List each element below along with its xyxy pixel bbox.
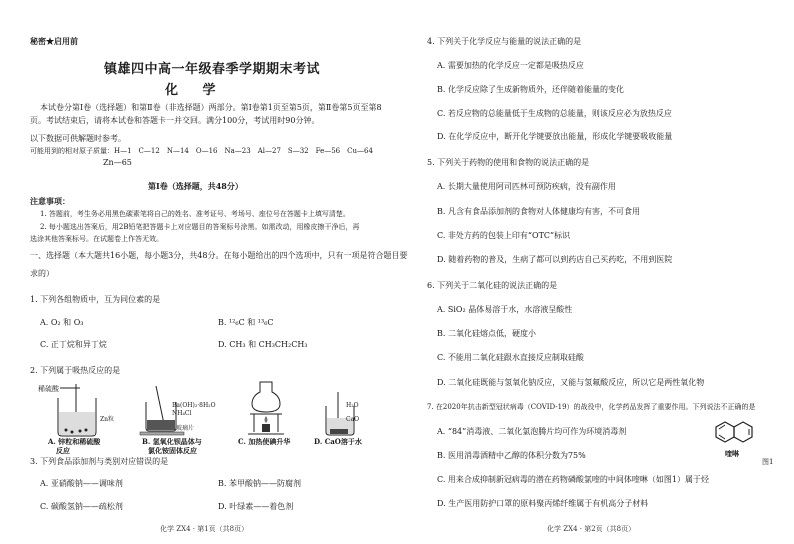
q2-fig-d-label-1: H₂O	[346, 402, 359, 409]
q3-option-a: A. 亚硝酸钠——调味剂	[40, 479, 123, 488]
q5-option-d: D. 随着药物的普及，生病了都可以到药店自己买药吃，不用到医院	[437, 255, 673, 264]
q1-stem: 1. 下列各组物质中，互为同位素的是	[30, 295, 161, 304]
q7-figure-label: 喹啉	[725, 449, 739, 458]
q3-option-c: C. 碳酸氢钠——疏松剂	[40, 502, 123, 511]
page-right	[397, 0, 794, 544]
q4-option-d: D. 在化学反应中，断开化学键要放出能量，形成化学键要吸收能量	[437, 132, 673, 141]
iodine-sublimation-icon	[246, 380, 286, 438]
q2-stem: 2. 下列属于吸热反应的是	[30, 366, 121, 375]
notice-2b: 选涂其他答案标号。在试题卷上作答无效。	[30, 235, 163, 243]
q1-option-c: C. 正丁烷和异丁烷	[40, 340, 107, 349]
q2-fig-b-label-2: NH₄Cl	[172, 410, 192, 417]
q2-fig-a-caption-1: A. 锌粒和稀硫酸	[48, 437, 101, 446]
q7-option-b: B. 医用消毒酒精中乙醇的体积分数为75%	[437, 451, 586, 460]
q4-stem: 4. 下列关于化学反应与能量的说法正确的是	[427, 37, 582, 46]
footer-right: 化学 ZX4 · 第2页（共8页）	[547, 525, 636, 533]
intro-line-1: 本试卷分第Ⅰ卷（选择题）和第Ⅱ卷（非选择题）两部分。第Ⅰ卷第1页至第5页，第Ⅱ卷第5页至第8	[40, 103, 382, 112]
q7-option-c: C. 用来合成抑制新冠病毒的潜在药物磷酸氯喹的中间体喹啉（如图1）属于烃	[437, 475, 710, 484]
q2-fig-b-caption-2: 氯化铵固体反应	[148, 446, 197, 455]
q2-fig-a-label-zn: Zn粒	[100, 416, 115, 423]
section-heading-a: 一、选择题（本大题共16小题，每小题3分，共48分。在每小题给出的四个选项中，只有一项是符合题目要	[30, 251, 408, 260]
q2-fig-b-label-3: 玻璃片	[176, 425, 195, 432]
q5-option-a: A. 长期大量使用阿司匹林可预防疾病，没有副作用	[437, 182, 616, 191]
notice-1: 1. 答题前，考生务必用黑色碳素笔将自己的姓名、准考证号、考场号、座位号在答题卡上填写清楚。	[40, 210, 350, 218]
notice-2a: 2. 每小题选出答案后，用2B铅笔把答题卡上对应题目的答案标号涂黑。如需改动，用橡皮擦干净后，再	[40, 223, 360, 231]
q2-fig-a-label-acid: 稀硫酸	[38, 385, 59, 393]
quinoline-structure-icon	[715, 420, 755, 446]
q7-stem: 7. 在2020年抗击新型冠状病毒（COVID-19）的战役中，化学药品发挥了重要作用。下列说法不正确的是	[427, 403, 756, 411]
q2-fig-d-caption: D. CaO溶于水	[314, 437, 362, 446]
q1-option-d: D. CH₃ 和 CH₃CH₂CH₃	[218, 340, 308, 349]
exam-title: 镇雄四中高一年级春季学期期末考试	[104, 62, 321, 77]
q3-option-d: D. 叶绿素——着色剂	[218, 502, 294, 511]
notice-title: 注意事项：	[30, 196, 70, 206]
q6-option-b: B. 二氧化硅熔点低，硬度小	[437, 329, 536, 338]
footer-left: 化学 ZX4 · 第1页（共8页）	[160, 525, 249, 533]
q2-fig-b-label-1: Ba(OH)₂·8H₂O	[172, 402, 216, 409]
q6-option-c: C. 不能用二氧化硅跟水直接反应制取硅酸	[437, 353, 584, 362]
q5-option-b: B. 凡含有食品添加剂的食物对人体健康均有害，不可食用	[437, 207, 640, 216]
atomic-mass-line-1: 可能用到的相对原子质量：H—1 C—12 N—14 O—16 Na—23 Al—27 S—32 Fe—56 Cu—64	[30, 147, 373, 155]
q5-stem: 5. 下列关于药物的使用和食物的说法正确的是	[427, 158, 590, 167]
q3-option-b: B. 苯甲酸钠——防腐剂	[218, 479, 301, 488]
q4-option-c: C. 若反应物的总能量低于生成物的总能量，则该反应必为放热反应	[437, 109, 672, 118]
q2-fig-c-caption: C. 加热使碘升华	[238, 437, 291, 446]
section-heading-b: 求的）	[30, 269, 54, 278]
q6-option-a: A. SiO₂ 晶体易溶于水，水溶液呈酸性	[437, 305, 573, 314]
q1-option-a: A. O₂ 和 O₃	[40, 318, 84, 327]
data-note: 以下数据可供解题时参考。	[30, 134, 126, 143]
q2-fig-a-caption-2: 反应	[56, 446, 70, 455]
q3-stem: 3. 下列食品添加剂与类别对应错误的是	[30, 457, 169, 466]
secret-label: 秘密★启用前	[30, 36, 78, 46]
q2-fig-b-caption-1: B. 氢氧化钡晶体与	[142, 437, 202, 446]
q6-option-d: D. 二氧化硅既能与氢氧化钠反应，又能与氢氟酸反应，所以它是两性氧化物	[437, 378, 705, 387]
q2-fig-d-label-2: CaO	[346, 416, 360, 423]
subject-title: 化 学	[165, 83, 226, 98]
q7-figure-number: 图1	[762, 458, 774, 466]
q4-option-b: B. 化学反应除了生成新物质外，还伴随着能量的变化	[437, 85, 624, 94]
atomic-mass-line-2: Zn—65	[103, 158, 132, 167]
q7-figure	[715, 420, 755, 446]
q7-option-d: D. 生产医用防护口罩的原料聚丙烯纤维属于有机高分子材料	[437, 499, 649, 508]
q6-stem: 6. 下列关于二氧化硅的说法正确的是	[427, 281, 558, 290]
part1-heading: 第Ⅰ卷（选择题，共48分）	[148, 181, 243, 191]
q5-option-c: C. 非处方药的包装上印有“OTC”标识	[437, 231, 571, 240]
q2-figure-c	[246, 380, 286, 438]
q7-option-a: A. “84”消毒液、二氧化氯泡腾片均可作为环境消毒剂	[437, 427, 627, 436]
intro-line-2: 页。考试结束后，请将本试卷和答题卡一并交回。满分100分，考试用时90分钟。	[30, 116, 320, 125]
q4-option-a: A. 需要加热的化学反应一定都是吸热反应	[437, 61, 584, 70]
q1-option-b: B. ¹²₆C 和 ¹³₆C	[218, 318, 274, 327]
